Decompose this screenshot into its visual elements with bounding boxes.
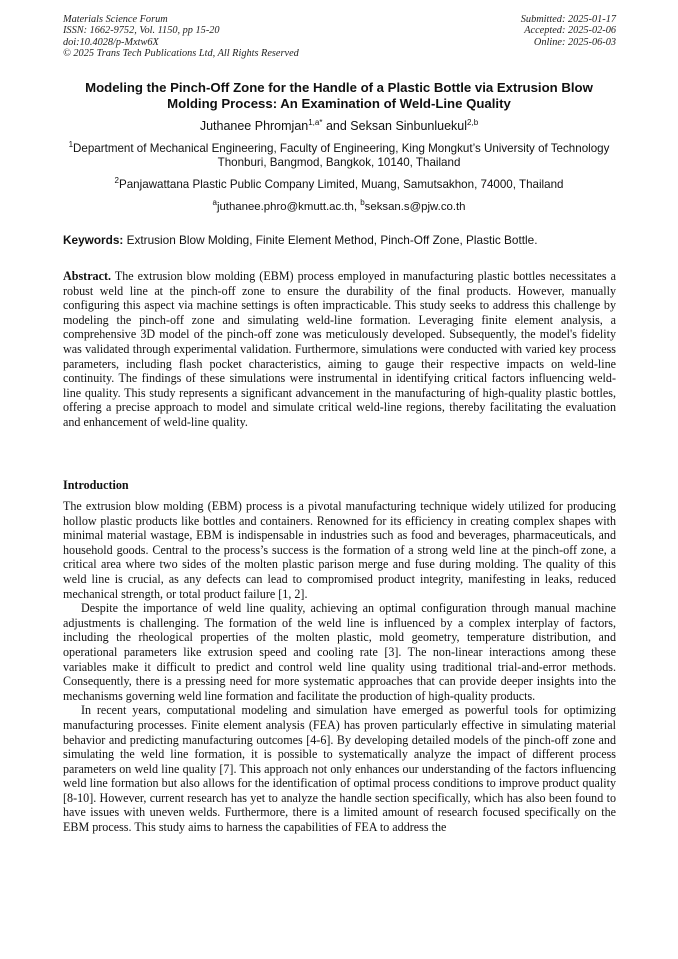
submission-dates — [521, 14, 616, 48]
issn-line: ISSN: 1662-9752, Vol. 1150, pp 15-20 — [63, 25, 220, 37]
author-2-sup: 2,b — [467, 117, 479, 127]
affiliation-2-num: 2 — [114, 176, 119, 186]
author-line — [60, 118, 618, 134]
email-a-sup: a — [212, 198, 217, 208]
keywords-text: Extrusion Blow Molding, Finite Element Method, Pinch-Off Zone, Plastic Bottle. — [123, 233, 538, 247]
affiliation-2-text: Panjawattana Plastic Public Company Limited, Muang, Samutsakhon, 74000, Thailand — [118, 178, 564, 191]
introduction-body — [63, 499, 616, 835]
journal-name: Materials Science Forum — [63, 14, 168, 25]
abstract — [63, 269, 616, 430]
intro-paragraph-2: Despite the importance of weld line quality, achieving an optimal configuration through manual machine adjustments is challenging. The formation of the weld line is influenced by a complex interplay of factors, including the rheological properties of the molten plastic, mold geometry, temperature distribution, and operational parameters like extrusion speed and cooling rate [3]. The non-linear interactions among these variables make it difficult to predict and control weld line quality using traditional trial-and-error methods. Consequently, there is a pressing need for more systematic approaches that can provide deeper insights into the mechanisms governing weld line formation and facilitate the production of high-quality products. — [63, 601, 616, 703]
author-2: Seksan Sinbunluekul — [350, 119, 468, 133]
email-b-sup: b — [360, 198, 365, 208]
affiliation-1-num: 1 — [68, 140, 74, 150]
author-emails — [60, 200, 618, 214]
keywords-label: Keywords: — [63, 233, 124, 247]
intro-paragraph-3: In recent years, computational modeling and simulation have emerged as powerful tools for optimizing manufacturing processes. Finite element analysis (FEA) has proven particularly effective in simulating material behavior and predicting manufacturing outcomes [4-6]. By developing detailed models of the pinch-off zone and simulating the weld line formation, it is possible to systematically analyze the impact of different process parameters on weld line quality [7]. This approach not only enhances our understanding of the factors influencing weld line formation but also allows for the identification of optimal process conditions to improve product quality [8-10]. However, current research has yet to analyze the handle section specifically, which has also been found to have issues with uneven welds. Furthermore, there is a limited amount of research focused specifically on the EBM process. This study aims to harness the capabilities of FEA to address the — [63, 703, 616, 835]
email-a[interactable]: juthanee.phro@kmutt.ac.th, — [216, 201, 361, 213]
doi-line: doi:10.4028/p-Mxtw6X — [63, 36, 159, 48]
author-1: Juthanee Phromjan — [199, 119, 309, 133]
keywords — [63, 233, 616, 248]
intro-paragraph-1: The extrusion blow molding (EBM) process is a pivotal manufacturing technique widely utilized for producing hollow plastic products like bottles and containers. Renowned for its efficiency in creating complex shapes with minimal material wastage, EBM is indispensable in industries such as food and beverages, pharmaceuticals, and household goods. Central to the process’s success is the formation of a strong weld line at the pinch-off zone, a critical area where two sides of the molten plastic parison merge and fuse during molding. The quality of this weld line is crucial, as any defects can lead to compromised product integrity, manifesting in leaks, reduced mechanical strength, or total product failure [1, 2]. — [63, 499, 616, 601]
online-date: Online: 2025-06-03 — [533, 36, 616, 48]
affiliation-2 — [60, 178, 618, 192]
submitted-date: Submitted: 2025-01-17 — [520, 14, 616, 25]
paper-title: Modeling the Pinch-Off Zone for the Handle of a Plastic Bottle via Extrusion Blow Molding Process: An Examination of Weld-Line Quality — [85, 80, 593, 111]
journal-info — [63, 14, 299, 59]
abstract-label: Abstract. — [63, 269, 112, 283]
abstract-text: The extrusion blow molding (EBM) process employed in manufacturing plastic bottles necessitates a robust weld line at the pinch-off zone to ensure the durability of the final products. However, manually configuring this aspect via machine settings is often impracticable. This study seeks to address this challenge by modeling the pinch-off zone and simulating weld-line formation. Leveraging finite element analysis, a comprehensive 3D model of the pinch-off zone was meticulously developed. Subsequently, the model's fidelity was validated through experimental validation. Furthermore, simulations were conducted with varied key process parameters, including flash pocket characteristics, aiming to gauge their respective impacts on weld-line continuity. The findings of these simulations were instrumental in identifying critical factors influencing weld-line quality. This study represents a significant advancement in the manufacturing of high-quality plastic bottles, offering a precise approach to model and simulate critical weld-line regions, thereby facilitating the evaluation and enhancement of weld-line quality. — [63, 269, 616, 429]
author-joiner: and — [322, 119, 351, 133]
affiliation-1-text: Department of Mechanical Engineering, Faculty of Engineering, King Mongkut’s University of Technology Thonburi, Bangmod, Bangkok, 10140, Thailand — [73, 142, 610, 169]
affiliation-1 — [60, 142, 618, 170]
email-b[interactable]: seksan.s@pjw.co.th — [364, 201, 466, 213]
introduction-heading: Introduction — [63, 478, 129, 492]
author-1-sup: 1,a* — [308, 117, 323, 127]
accepted-date: Accepted: 2025-02-06 — [524, 25, 616, 37]
copyright-line: © 2025 Trans Tech Publications Ltd, All Rights Reserved — [63, 47, 299, 59]
